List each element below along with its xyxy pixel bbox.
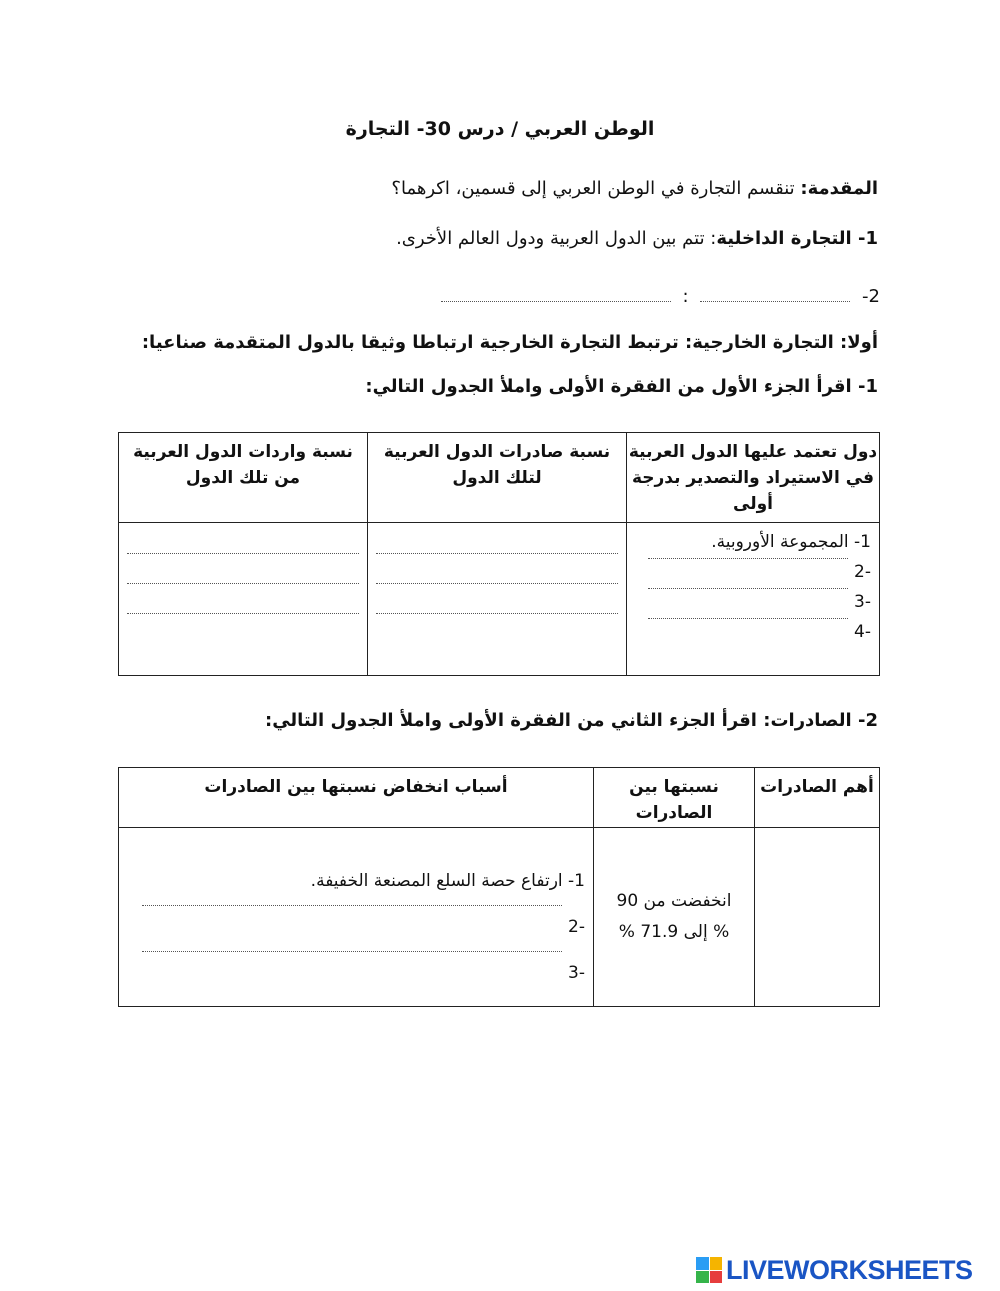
liveworksheets-logo-text: LIVEWORKSHEETS [726,1254,973,1285]
internal-trade-label: 1- التجارة الداخلية [716,228,878,249]
internal-trade-line [396,228,878,249]
task-1-instruction: 1- اقرأ الجزء الأول من الفقرة الأولى واملأ الجدول التالي: [365,376,878,397]
item-2-number: -2 [862,286,880,307]
internal-trade-text: : تتم بين الدول العربية ودول العالم الأخرى. [396,228,717,249]
table-1-header-countries: دول تعتمد عليها الدول العربية في الاستيراد والتصدير بدرجة أولى [627,433,880,523]
table-2-reason-3-field[interactable] [142,950,562,952]
table-2-header-main-exports: أهم الصادرات [755,768,880,828]
table-1 [118,432,880,676]
table-1-row-2-field[interactable] [648,557,848,559]
table-2-reason-3-number: -3 [568,963,585,983]
intro-line [391,178,878,199]
liveworksheets-logo-icon [696,1257,722,1283]
table-2-header-reasons: أسباب انخفاض نسبتها بين الصادرات [119,768,594,828]
table-2-reasons-cell [119,828,594,1007]
table-2-reason-2-field[interactable] [142,904,562,906]
item-2-line [441,286,880,307]
answer-line[interactable] [368,601,626,631]
table-1-header-imports: نسبة واردات الدول العربية من تلك الدول [119,433,368,523]
answer-line[interactable] [368,571,626,601]
table-1-header-exports: نسبة صادرات الدول العربية لتلك الدول [368,433,627,523]
table-2-reason-1: 1- ارتفاع حصة السلع المصنعة الخفيفة. [310,871,585,891]
table-2-header-share: نسبتها بين الصادرات [594,768,755,828]
table-1-row-3-number: -3 [854,592,871,612]
table-2-reason-2 [119,904,593,950]
table-1-row-4 [627,617,879,647]
table-2-share-cell [594,828,755,1007]
table-1-row-3-field[interactable] [648,587,848,589]
table-1-row-2-number: -2 [854,562,871,582]
table-2-reason-2-number: -2 [568,917,585,937]
table-2-share-value: انخفضت من 90 % إلى 71.9 % [616,891,732,942]
table-1-countries-cell [627,523,880,676]
item-2-label-field[interactable] [700,300,850,302]
table-1-row-4-number: -4 [854,622,871,642]
table-1-imports-cell [119,523,368,676]
item-2-answer-field[interactable] [441,300,671,302]
answer-line[interactable] [119,541,367,571]
table-2 [118,767,880,1007]
liveworksheets-logo[interactable] [696,1255,973,1285]
answer-line[interactable] [119,601,367,631]
table-2-main-exports-cell[interactable] [755,828,880,1007]
page-title: الوطن العربي / درس 30- التجارة [345,118,655,140]
item-2-colon: : [682,286,689,307]
external-trade-heading: أولا: التجارة الخارجية: ترتبط التجارة الخارجية ارتباطا وثيقا بالدول المتقدمة صناعيا: [141,332,878,353]
table-1-exports-cell [368,523,627,676]
answer-line[interactable] [119,571,367,601]
intro-text: تنقسم التجارة في الوطن العربي إلى قسمين، اكرهما؟ [391,178,801,199]
table-2-reason-3 [119,950,593,996]
intro-label: المقدمة: [800,178,878,199]
table-1-row-2 [627,557,879,587]
table-1-row-1: 1- المجموعة الأوروبية. [711,532,871,552]
table-1-row-3 [627,587,879,617]
table-1-row-4-field[interactable] [648,617,848,619]
task-2-instruction: 2- الصادرات: اقرأ الجزء الثاني من الفقرة الأولى واملأ الجدول التالي: [265,710,878,731]
answer-line[interactable] [368,541,626,571]
